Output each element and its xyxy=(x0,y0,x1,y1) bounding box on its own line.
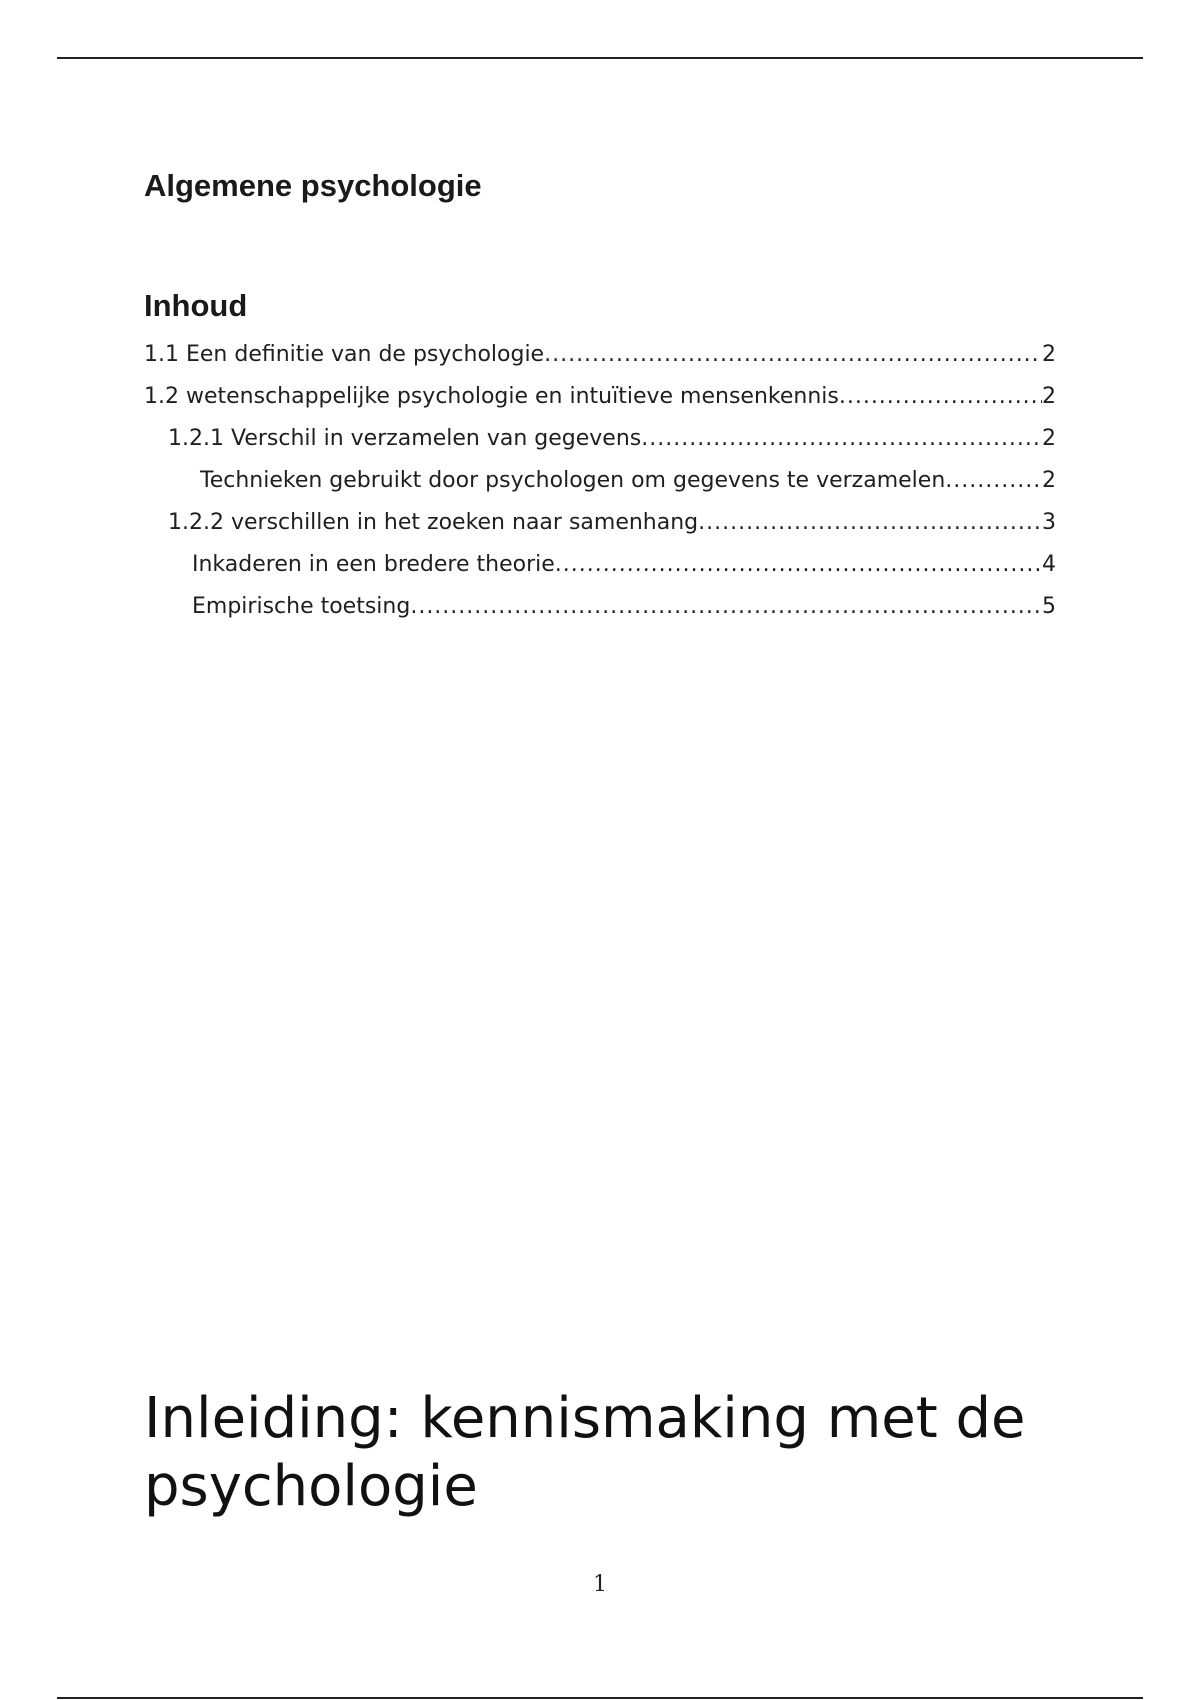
page-number: 1 xyxy=(593,1572,607,1597)
toc-entry-page: 3 xyxy=(1042,510,1056,535)
toc-leader-dots xyxy=(544,336,1042,374)
chapter-heading: Inleiding: kennismaking met de psychologie xyxy=(144,1386,1026,1519)
toc-entry-title: 1.2 wetenschappelijke psychologie en intuïtieve mensenkennis xyxy=(144,384,839,409)
top-rule xyxy=(57,57,1143,59)
toc-entry[interactable] xyxy=(144,378,1056,420)
toc-entry-title: Technieken gebruikt door psychologen om gegevens te verzamelen xyxy=(200,468,946,493)
toc-entry[interactable] xyxy=(144,420,1056,462)
toc-leader-dots xyxy=(641,420,1042,458)
toc-entry[interactable] xyxy=(144,546,1056,588)
toc-entry-title: Inkaderen in een bredere theorie xyxy=(192,552,555,577)
toc-entry[interactable] xyxy=(144,504,1056,546)
toc-heading: Inhoud xyxy=(144,288,248,323)
toc-leader-dots xyxy=(410,588,1042,626)
toc-leader-dots xyxy=(839,378,1042,416)
toc-entry-title: 1.2.2 verschillen in het zoeken naar samenhang xyxy=(168,510,699,535)
bottom-rule xyxy=(57,1697,1143,1699)
table-of-contents xyxy=(144,336,1056,630)
toc-entry-page: 5 xyxy=(1042,594,1056,619)
toc-entry-title: 1.1 Een definitie van de psychologie xyxy=(144,342,545,367)
toc-entry-page: 2 xyxy=(1042,468,1056,493)
toc-leader-dots xyxy=(698,504,1042,542)
toc-entry[interactable] xyxy=(144,462,1056,504)
toc-entry-title: 1.2.1 Verschil in verzamelen van gegevens xyxy=(168,426,642,451)
toc-entry-page: 2 xyxy=(1042,426,1056,451)
toc-entry-page: 4 xyxy=(1042,552,1056,577)
document-title: Algemene psychologie xyxy=(144,168,482,203)
toc-entry-page: 2 xyxy=(1042,384,1056,409)
toc-leader-dots xyxy=(945,462,1042,500)
toc-entry-page: 2 xyxy=(1042,342,1056,367)
toc-entry[interactable] xyxy=(144,588,1056,630)
toc-entry[interactable] xyxy=(144,336,1056,378)
toc-leader-dots xyxy=(555,546,1042,584)
toc-entry-title: Empirische toetsing xyxy=(192,594,411,619)
